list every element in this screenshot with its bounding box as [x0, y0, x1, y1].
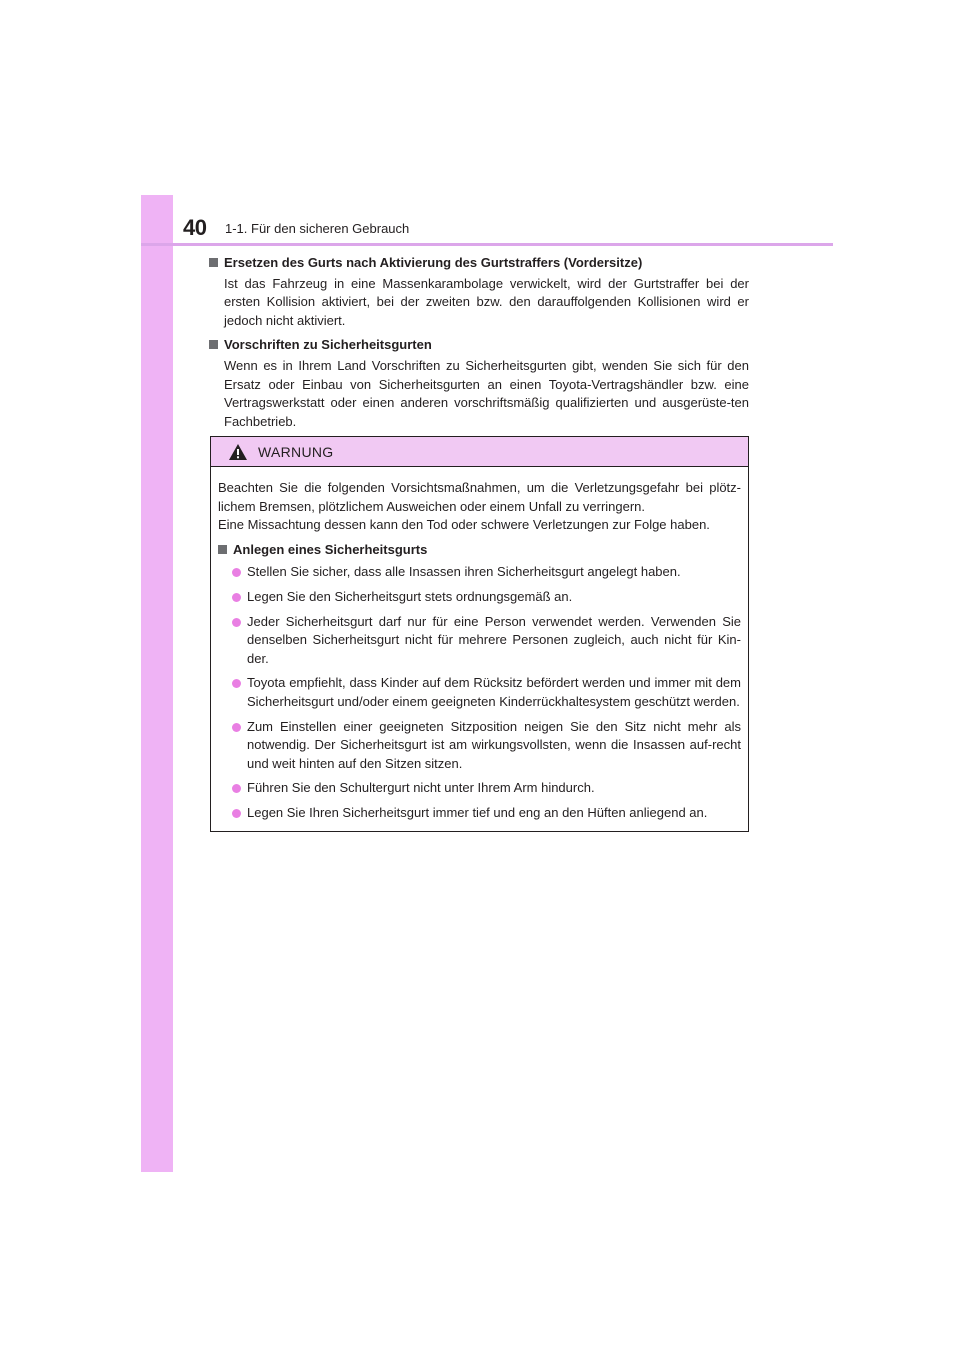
- page-number: 40: [183, 215, 207, 240]
- list-item: Führen Sie den Schultergurt nicht unter Ihrem Arm hindurch.: [232, 779, 741, 798]
- chapter-side-tab: [141, 195, 173, 1172]
- topic-body: Ist das Fahrzeug in eine Massenkarambolage verwickelt, wird der Gurtstraffer bei der ersten Kollision aktiviert, bei der zweiten bzw. den darauffolgenden Kollisionen wird er jedoch nicht aktiviert.: [224, 275, 749, 328]
- bullet-dot-icon: [232, 618, 241, 627]
- warning-bullet-list: [218, 563, 741, 822]
- square-marker-icon: [209, 258, 218, 267]
- warning-triangle-icon: [228, 443, 248, 461]
- topic-vorschriften: [209, 336, 749, 431]
- square-marker-icon: [218, 545, 227, 554]
- section-title: 1-1. Für den sicheren Gebrauch: [225, 221, 410, 236]
- list-item: Jeder Sicherheitsgurt darf nur für eine Person verwendet werden. Verwenden Sie denselben Sicherheitsgurt nicht für mehrere Personen zugleich, auch nicht für Kin-der.: [232, 613, 741, 669]
- header-divider: [141, 243, 833, 246]
- topic-title: Vorschriften zu Sicherheitsgurten: [224, 337, 432, 353]
- list-item: Toyota empfiehlt, dass Kinder auf dem Rücksitz befördert werden und immer mit dem Sicherheitsgurt und/oder einem geeigneten Kinderrückhaltesystem geschützt werden.: [232, 674, 741, 711]
- bullet-dot-icon: [232, 568, 241, 577]
- list-item: Zum Einstellen einer geeigneten Sitzposition neigen Sie den Sitz nicht mehr als notwendig. Der Sicherheitsgurt ist am wirkungsvollsten, wenn die Insassen auf-recht und weit hinten auf den Sitzen sitzen.: [232, 718, 741, 774]
- list-item: Legen Sie Ihren Sicherheitsgurt immer tief und eng an den Hüften anliegend an.: [232, 804, 741, 823]
- warning-subtitle: Anlegen eines Sicherheitsgurts: [233, 541, 428, 557]
- topic-body: Wenn es in Ihrem Land Vorschriften zu Sicherheitsgurten gibt, wenden Sie sich für den Ersatz oder Einbau von Sicherheitsgurten an einen Toyota-Vertragshändler bzw. eine Vertragswerkstatt oder einen anderen vorschriftsmäßig qualifizierten und ausgerüste-ten Fachbetrieb.: [224, 357, 749, 429]
- bullet-dot-icon: [232, 784, 241, 793]
- main-content: [209, 254, 749, 437]
- warning-box: [210, 436, 749, 832]
- warning-intro-consequence: Eine Missachtung dessen kann den Tod oder schwere Verletzungen zur Folge haben.: [218, 517, 710, 533]
- list-item: Legen Sie den Sicherheitsgurt stets ordnungsgemäß an.: [232, 588, 741, 607]
- bullet-dot-icon: [232, 723, 241, 732]
- list-item: Stellen Sie sicher, dass alle Insassen ihren Sicherheitsgurt angelegt haben.: [232, 563, 741, 582]
- warning-intro: Beachten Sie die folgenden Vorsichtsmaßnahmen, um die Verletzungsgefahr bei plötz-lichem Bremsen, plötzlichem Ausweichen oder einem Unfall zu verringern.: [218, 480, 741, 514]
- bullet-dot-icon: [232, 679, 241, 688]
- bullet-dot-icon: [232, 809, 241, 818]
- topic-title: Ersetzen des Gurts nach Aktivierung des Gurtstraffers (Vordersitze): [224, 255, 643, 270]
- bullet-dot-icon: [232, 593, 241, 602]
- square-marker-icon: [209, 340, 218, 349]
- warning-header: [211, 437, 748, 467]
- topic-gurtstraffer: [209, 254, 749, 330]
- warning-body: [211, 467, 748, 823]
- warning-label: WARNUNG: [258, 443, 334, 460]
